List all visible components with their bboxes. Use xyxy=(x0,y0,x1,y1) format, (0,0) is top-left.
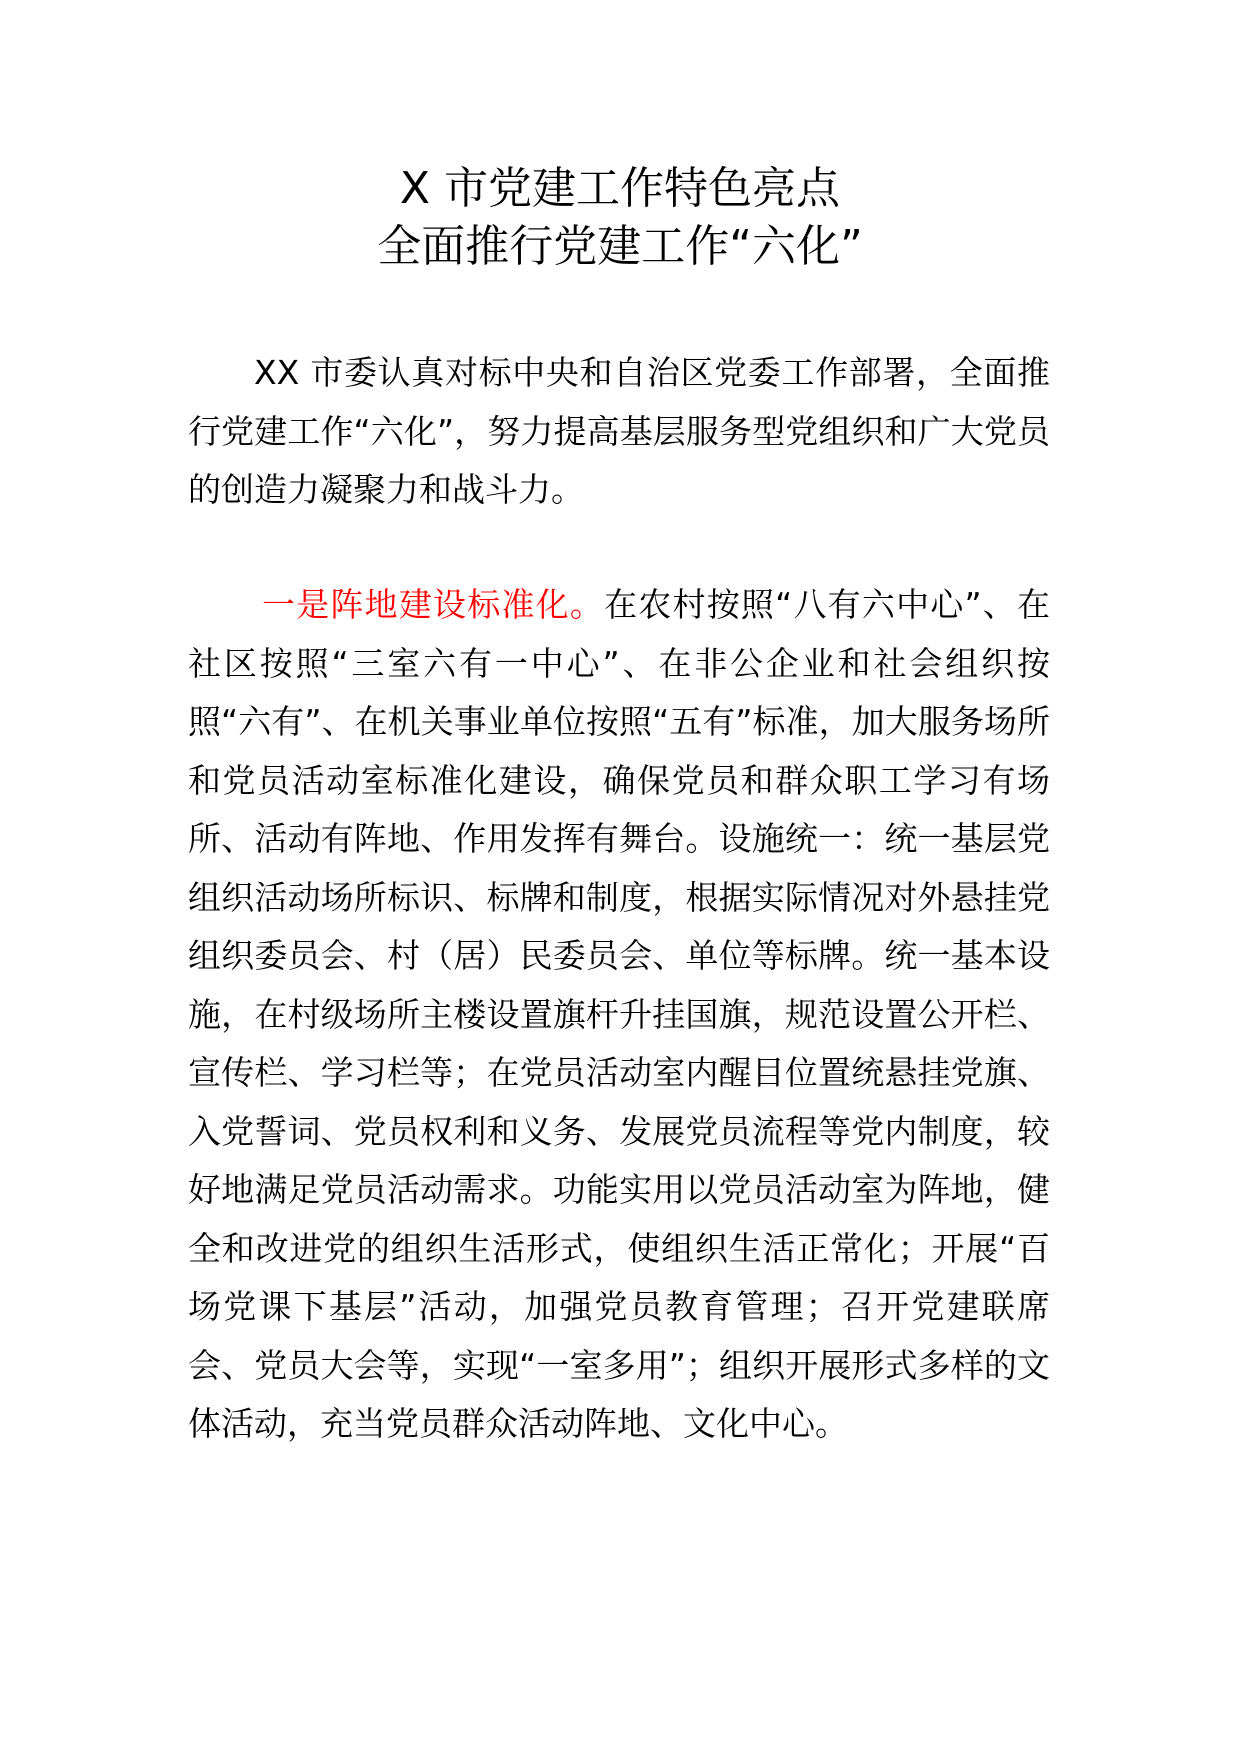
section-1-body: 在农村按照“八有六中心”、在社区按照“三室六有一中心”、在非公企业和社会组织按照“六有”、在机关事业单位按照“五有”标准，加大服务场所和党员活动室标准化建设，确保党员和群众职工学习有场所、活动有阵地、作用发挥有舞台。设施统一：统一基层党组织活动场所标识、标牌和制度，根据实际情况对外悬挂党组织委员会、村（居）民委员会、单位等标牌。统一基本设施，在村级场所主楼设置旗杆升挂国旗，规范设置公开栏、宣传栏、学习栏等；在党员活动室内醒目位置统悬挂党旗、入党誓词、党员权利和义务、发展党员流程等党内制度，较好地满足党员活动需求。功能实用以党员活动室为阵地，健全和改进党的组织生活形式，使组织生活正常化；开展“百场党课下基层”活动，加强党员教育管理；召开党建联席会、党员大会等，实现“一室多用”；组织开展形式多样的文体活动，充当党员群众活动阵地、文化中心。 xyxy=(188,585,1050,1443)
section-1-paragraph xyxy=(188,576,1050,1454)
section-1-heading: 一是阵地建设标准化。 xyxy=(262,585,605,624)
document-title xyxy=(0,160,1240,276)
title-line-1: X 市党建工作特色亮点 xyxy=(399,163,841,214)
intro-paragraph: XX 市委认真对标中央和自治区党委工作部署，全面推行党建工作“六化”，努力提高基层服务型党组织和广大党员的创造力凝聚力和战斗力。 xyxy=(188,353,1050,509)
title-line-2: 全面推行党建工作“六化” xyxy=(377,221,863,272)
